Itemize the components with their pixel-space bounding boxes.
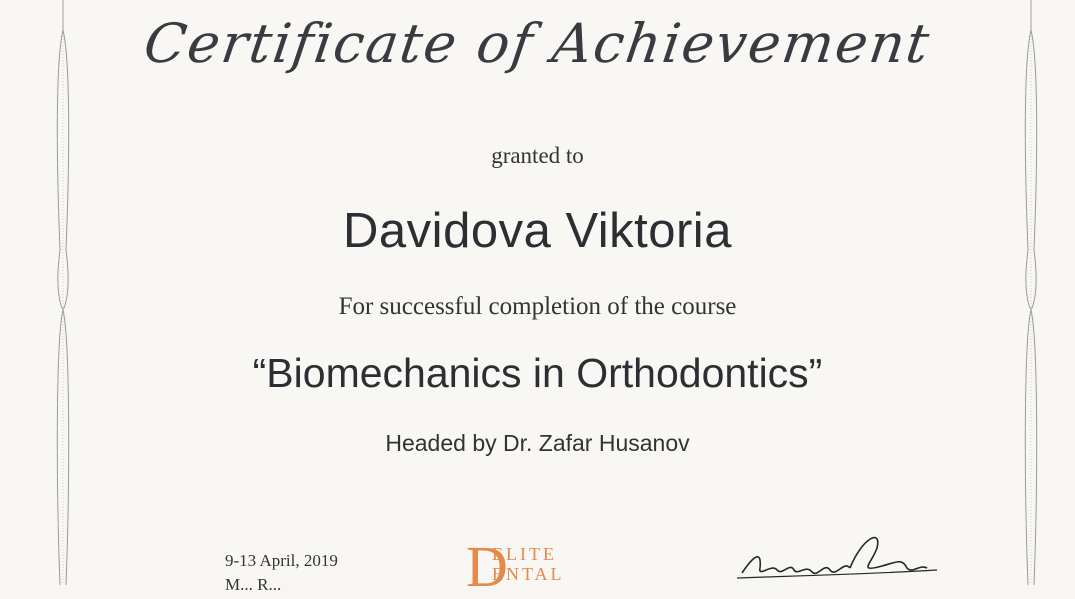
headed-by-text: Headed by Dr. Zafar Husanov: [385, 430, 690, 456]
course-name: “Biomechanics in Orthodontics”: [252, 350, 823, 396]
recipient-name: Davidova Viktoria: [343, 204, 732, 258]
logo-line-1: ELITE: [492, 544, 557, 564]
signature: [732, 518, 942, 585]
course-date: 9-13 April, 2019: [225, 551, 338, 570]
elite-dental-logo: [462, 534, 602, 599]
certificate-title: Certificate of Achievement: [140, 12, 935, 75]
logo-line-2: ENTAL: [492, 564, 565, 584]
granted-to-text: granted to: [491, 143, 584, 168]
completion-text: For successful completion of the course: [338, 293, 737, 320]
course-location: M... R...: [225, 575, 282, 594]
logo-initial: D: [466, 534, 508, 599]
